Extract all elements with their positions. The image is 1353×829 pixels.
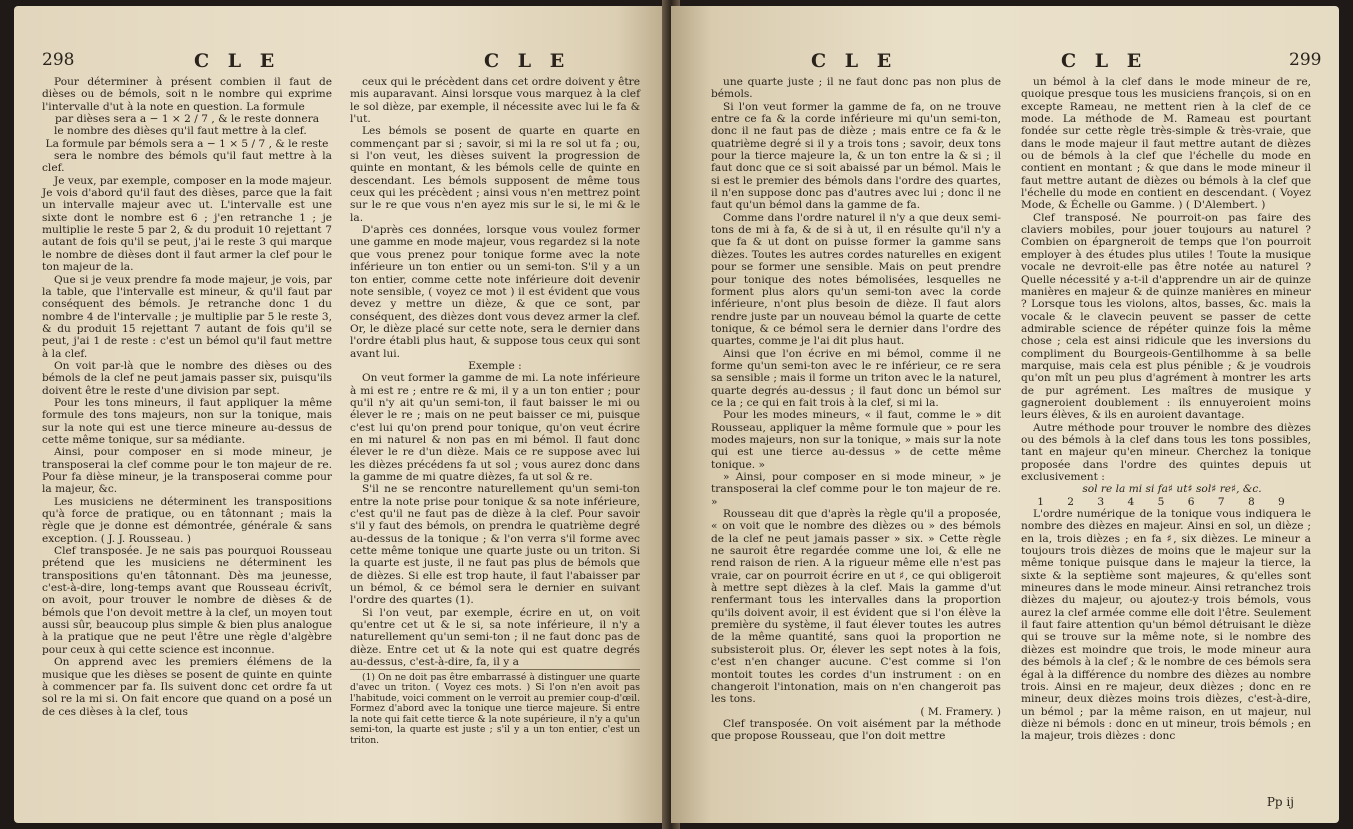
paragraph: Pour les tons mineurs, il faut appliquer la même formule des tons majeurs, non sur la tonique, mais sur la note qui est une tierce mineure au-dessus de cette même tonique, sur sa médiante. xyxy=(42,396,332,446)
paragraph: ceux qui le précèdent dans cet ordre doivent y être mis auparavant. Ainsi lorsque vous marquez à la clef le sol dièze, par exemple, il nécessite avec lui le fa & l'ut. xyxy=(350,76,640,126)
paragraph: Pour les modes mineurs, « il faut, comme le » dit Rousseau, appliquer la même formule que » pour les modes majeurs, non sur la tonique, » mais sur la note qui est une tierce au-dessus » de cette même tonique. » xyxy=(711,409,1001,471)
right-column-2 xyxy=(1021,76,1311,743)
paragraph: On veut former la gamme de mi. La note inférieure à mi est re ; entre re & mi, il y a un ton entier ; pour qu'il n'y ait qu'un semi-ton, il faut baisser le mi ou élever le re ; mais on ne peut baisser ce mi, puisque c'est lui qu'on prend pour tonique, qu'on veut écrire en mi naturel & non pas en mi bémol. Il faut donc élever le re d'un dièze. Mais ce re suppose avec lui les dièzes précédens fa ut sol ; vous aurez donc dans la gamme de mi quatre dièzes, fa ut sol & re. xyxy=(350,372,640,483)
paragraph: Si l'on veut, par exemple, écrire en ut, on voit qu'entre cet ut & le si, sa note inférieure, il n'y a naturellement qu'un semi-ton ; il ne faut donc pas de dièze. Entre cet ut & la note qui est quatre degrés au-dessus, c'est-à-dire, fa, il y a xyxy=(350,606,640,669)
paragraph: Les bémols se posent de quarte en quarte en commençant par si ; savoir, si mi la re sol ut fa ; ou, si l'on veut, les dièses suivent la progression de quinte en montant, & les bémols celle de quinte en descendant. Les bémols supposent de même tous ceux qui les précèdent ; ainsi vous n'en mettrez point sur le re que vous n'en ayez mis sur le si, le mi & le la. xyxy=(350,125,640,224)
attribution-framery: ( M. Framery. ) xyxy=(920,705,1001,718)
page-number-right: 299 xyxy=(1289,50,1322,70)
paragraph: Comme dans l'ordre naturel il n'y a que deux semi-tons de mi à fa, & de si à ut, il en résulte qu'il n'y a que fa & ut dont on puisse former la gamme sans dièzes. Toutes les autres cordes naturelles en exigent pour se former une sensible. Mais on peut prendre pour tonique des notes bémolisées, lesquelles ne forment plus alors qu'un semi-ton avec la corde inférieure, n'ont plus besoin de dièze. Il faut alors rendre juste par un nouveau bémol la quarte de cette tonique, & ce bémol sera le dernier dans l'ordre des quartes, comme je l'ai dit plus haut. xyxy=(711,211,1001,348)
paragraph: D'après ces données, lorsque vous voulez former une gamme en mode majeur, vous regardez si la note que vous prenez pour tonique forme avec la note inférieure un ton entier ou un semi-ton. S'il y a un ton entier, comme cette note inférieure doit devenir note sensible, ( voyez ce mot ) il est évident que vous devez y mettre un dièze, & que ce sont, par conséquent, des dièzes dont vous devez armer la clef. Or, le dièze placé sur cette note, sera le dernier dans l'ordre établi plus haut, & suppose tous ceux qui sont avant lui. xyxy=(350,224,640,360)
paragraph: Les musiciens ne déterminent les transpositions qu'à force de pratique, ou en tâtonnant ; mais la règle que je donne est démontrée, générale & sans exception. ( J. J. Rousseau. ) xyxy=(42,495,332,545)
formula-bemols: La formule par bémols sera a − 1 × 5 / 7 , & le reste xyxy=(45,137,329,150)
left-column-2 xyxy=(350,76,640,747)
footnote: (1) On ne doit pas être embarrassé à distinguer une quarte d'avec un triton. ( Voyez ces mots. ) Si l'on n'en avoit pas l'habitude, voici comment on le verroit au premier coup-d'œil. Formez d'abord avec la tonique une tierce majeure. Si entre la note qui fait cette tierce & la note supérieure, il n'y a qu'un semi-ton, la quarte est juste ; s'il y a un ton entier, c'est un triton. xyxy=(350,669,640,747)
paragraph: Que si je veux prendre fa mode majeur, je vois, par la table, que l'intervalle est mineur, & qu'il faut par conséquent des bémols. Je retranche donc 1 du nombre 4 de l'intervalle ; je multiplie par 5 le reste 3, & du produit 15 rejettant 7 autant de fois qu'il se peut, j'ai 1 de reste : c'est un bémol qu'il faut mettre à la clef. xyxy=(42,273,332,360)
right-column-1 xyxy=(711,76,1001,743)
paragraph: Rousseau dit que d'après la règle qu'il a proposée, « on voit que le nombre des dièzes ou » des bémols de la clef ne peut jamais passer » six. » Cette règle ne sauroit être regardée comme une loi, & elle ne rend raison de rien. A la rigueur même elle n'est pas vraie, car on pourroit écrire en ut ♯, ce qui obligeroit à mettre sept dièzes à la clef. Mais la gamme d'ut renfermant tous les intervalles dans la proportion qu'ils doivent avoir, il est évident que si l'on élève la première du système, il faut élever toutes les autres de la même quantité, sans quoi la proportion ne subsisteroit plus. Or, élever les sept notes à la fois, c'est n'en changer aucune. C'est comme si l'on montoit toutes les cordes d'un instrument : on en changeroit l'intonation, mais on n'en changeroit pas les tons. xyxy=(711,508,1001,706)
paragraph: sera le nombre des bémols qu'il faut mettre à la clef. xyxy=(42,150,332,175)
paragraph: On apprend avec les premiers élémens de la musique que les dièses se posent de quinte en quinte à commencer par fa. Ils suivent donc cet ordre fa ut sol re la mi si. On fait encore que quand on a posé un de ces dièses à la clef, tous xyxy=(42,656,332,718)
left-column-1 xyxy=(42,76,332,718)
signature-mark: Pp ij xyxy=(1266,795,1294,809)
section-clef-transposee: Clef transposée. On voit aisément par la méthode que propose Rousseau, que l'on doit mettre xyxy=(711,717,1001,743)
section-clef-transposee: Clef transposée. Je ne sais pas pourquoi Rousseau prétend que les musiciens ne déterminent les transpositions qu'en tâtonnant. Dès ma jeunesse, c'est-à-dire, long-temps avant que Rousseau écrivît, on avoit, pour trouver le nombre de dièses & de bémols que l'on devoit mettre à la clef, un moyen tout aussi sûr, beaucoup plus simple & bien plus analogue à la pratique que ne peut l'être une règle d'algèbre pour ceux à qui cette science est inconnue. xyxy=(42,545,332,656)
paragraph: On voit par-là que le nombre des dièses ou des bémols de la clef ne peut jamais passer six, puisqu'ils doivent être le reste d'une division par sept. xyxy=(42,359,332,397)
right-page xyxy=(671,6,1339,823)
running-header-right-2: C L E xyxy=(1061,50,1148,72)
paragraph: Ainsi que l'on écrive en mi bémol, comme il ne forme qu'un semi-ton avec le re inférieur, ce re sera sa sensible ; mais il forme un triton avec le la naturel, quarte degrés au-dessus ; il faut donc un bémol sur ce la ; ce qui en fait trois à la clef, si mi la. xyxy=(711,347,1001,409)
paragraph: Si l'on veut former la gamme de fa, on ne trouve entre ce fa & la corde inférieure mi qu'un semi-ton, donc il ne faut pas de dièze ; mais entre ce fa & le quatrième degré si il y a trois tons ; savoir, deux tons pour la tierce majeure la, & un ton entre la & si ; il faut donc que ce si soit abaissé par un bémol. Mais le si est le premier des bémols dans l'ordre des quartes, il n'en suppose donc pas d'autres avec lui ; donc il ne faut qu'un bémol dans la gamme de fa. xyxy=(711,100,1001,212)
paragraph: Autre méthode pour trouver le nombre des dièzes ou des bémols à la clef dans tous les tons possibles, tant en majeur qu'en mineur. Cherchez la tonique proposée dans l'ordre des quintes depuis ut exclusivement : xyxy=(1021,421,1311,483)
paragraph: L'ordre numérique de la tonique vous indiquera le nombre des dièzes en majeur. Ainsi en sol, un dièze ; en la, trois dièzes ; en fa ♯, six dièzes. Le mineur a toujours trois dièzes de moins que le majeur sur la même tonique puisque dans le majeur la tierce, la sixte & la septième sont majeures, & qu'elles sont mineures dans le mode mineur. Ainsi retranchez trois dièzes du majeur, ou ajoutez-y trois bémols, vous aurez la clef armée comme elle doit l'être. Seulement il faut faire attention qu'un bémol détruisant le dièze qui se trouve sur la même note, si le nombre des dièzes est moindre que trois, le mode mineur aura des bémols à la clef ; & le nombre de ces bémols sera égal à la différence du nombre des dièzes au nombre trois. Ainsi en re majeur, deux dièzes ; donc en re mineur, deux dièzes moins trois dièzes, c'est-à-dire, un bémol ; par la même raison, en ut majeur, nul dièze ni bémols : donc en ut mineur, trois bémols ; en la majeur, trois dièzes : donc xyxy=(1021,508,1311,743)
paragraph: S'il ne se rencontre naturellement qu'un semi-ton entre la note prise pour tonique & sa note inférieure, c'est qu'il ne faut pas de dièze à la clef. Pour savoir s'il y faut des bémols, on prendra le quatrième degré au-dessus de la tonique ; & l'on verra s'il forme avec cette même tonique une quarte juste ou un triton. Si la quarte est juste, il ne faut pas plus de bémols que de dièzes. Si elle est trop haute, il faut l'abaisser par un bémol, & ce bémol sera le dernier en suivant l'ordre des quartes (1). xyxy=(350,483,640,607)
formula-dieses: par dièses sera a − 1 × 2 / 7 , & le reste donnera xyxy=(54,113,320,126)
fifths-order: sol re la mi si fa♯ ut♯ sol♯ re♯, &c. xyxy=(1082,483,1262,496)
running-header-left-2: C L E xyxy=(484,50,571,72)
left-page xyxy=(14,6,669,823)
paragraph: Pour déterminer à présent combien il faut de dièses ou de bémols, soit n le nombre qui exprime l'intervalle d'ut à la note en question. La formule xyxy=(42,76,332,113)
paragraph: une quarte juste ; il ne faut donc pas non plus de bémols. xyxy=(711,76,1001,101)
page-number-left: 298 xyxy=(42,50,75,70)
running-header-right-1: C L E xyxy=(811,50,898,72)
example-label: Exemple : xyxy=(468,359,522,372)
running-header-left-1: C L E xyxy=(194,50,281,72)
fifths-numbers: 1 2 3 4 5 6 7 8 9 xyxy=(1037,495,1295,508)
paragraph: le nombre des dièses qu'il faut mettre à la clef. xyxy=(54,125,307,138)
paragraph: Ainsi, pour composer en si mode mineur, je transposerai la clef comme pour le ton majeur de re. Pour fa dièse mineur, je la transposerai comme pour la majeur, &c. xyxy=(42,446,332,496)
paragraph: » Ainsi, pour composer en si mode mineur, » je transposerai la clef comme pour le ton majeur de re. » xyxy=(711,471,1001,508)
section-clef-transpose: Clef transposé. Ne pourroit-on pas faire des claviers mobiles, pour jouer toujours au naturel ? Combien on épargneroit de temps que l'on pourroit employer à des études plus utiles ! Toute la musique vocale ne devroit-elle pas être notée au naturel ? Quelle nécessité y a-t-il d'apprendre un air de quinze manières en majeur & de quinze manières en mineur ? Lorsque tous les violons, altos, basses, &c. mais la vocale & le clavecin peuvent se passer de cette admirable science de répéter quinze fois la même chose ; cela est ainsi ridicule que les inversions du compliment du Bourgeois-Gentilhomme à sa belle marquise, mais cela est plus pénible ; & je voudrois qu'on mît un peu plus d'agrément à montrer les arts de pur agrément. Les maîtres de musique y gagneroient doublement : ils ennuyeroient moins leurs élèves, & ils en auroient davantage. xyxy=(1021,211,1311,422)
paragraph: un bémol à la clef dans le mode mineur de re, quoique presque tous les musiciens françois, si on en excepte Rameau, ne mettent rien à la clef de ce mode. La méthode de M. Rameau est pourtant fondée sur cette règle très-simple & très-vraie, que dans le mode majeur il faut mettre autant de dièzes ou de bémols à la clef que l'échelle du mode en contient en montant ; & que dans le mode mineur il faut mettre autant de dièzes ou bémols à la clef que l'échelle du mode en contient en descendant. ( Voyez Mode, & Échelle ou Gamme. ) ( D'Alembert. ) xyxy=(1021,76,1311,212)
paragraph: Je veux, par exemple, composer en la mode majeur. Je vois d'abord qu'il faut des dièses, parce que la fait un intervalle majeur avec ut. L'intervalle est une sixte dont le nombre est 6 ; j'en retranche 1 ; je multiplie le reste 5 par 2, & du produit 10 rejettant 7 autant de fois qu'il se peut, j'ai le reste 3 qui marque le nombre de dièses dont il faut armer la clef pour le ton majeur de la. xyxy=(42,174,332,274)
